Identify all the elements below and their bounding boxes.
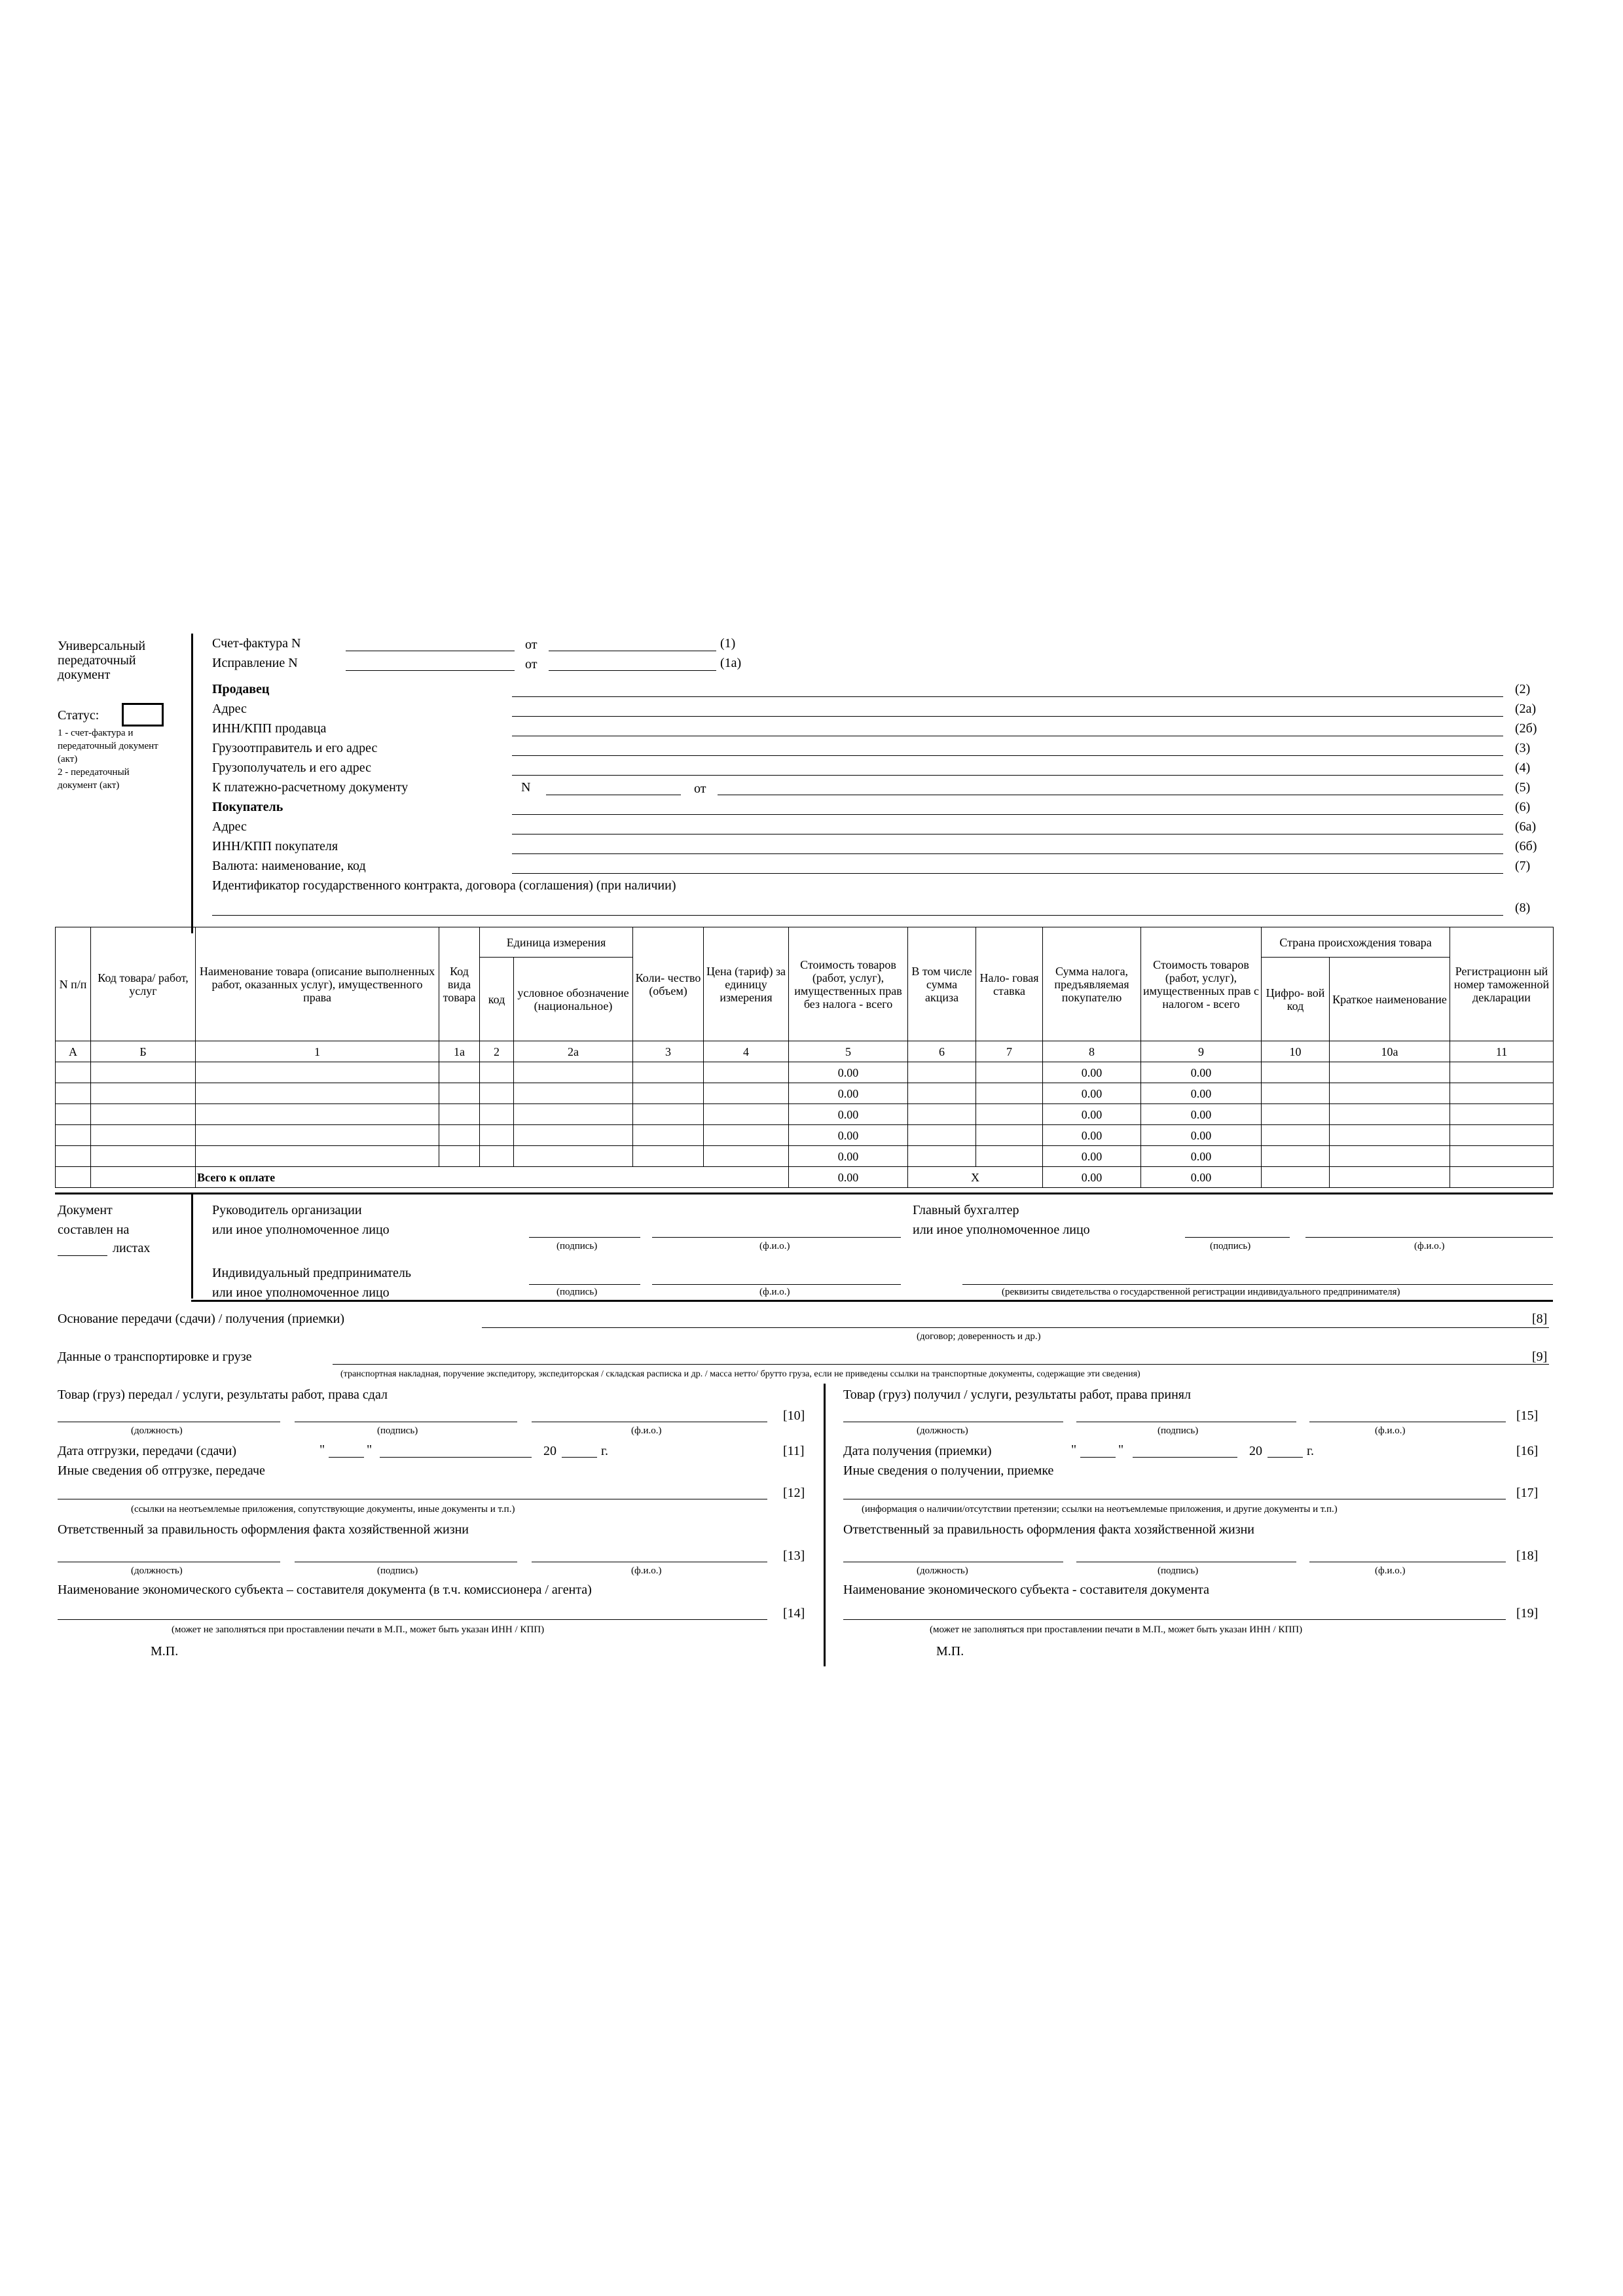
th-country-code: Цифро- вой код — [1262, 958, 1330, 1041]
recv-day-field[interactable] — [1080, 1457, 1116, 1458]
code-12: [12] — [783, 1486, 805, 1500]
code-7: (7) — [1515, 859, 1531, 873]
buyer-field[interactable] — [512, 814, 1503, 815]
th-price: Цена (тариф) за единицу измерения — [704, 927, 789, 1041]
correction-date-field[interactable] — [549, 670, 716, 671]
recv-date-quote-close: " — [1118, 1443, 1124, 1457]
code-18: [18] — [1516, 1549, 1539, 1563]
buyer-resp-position-caption: (должность) — [917, 1566, 968, 1576]
contract-id-field[interactable] — [212, 915, 1503, 916]
recv-date-quote-open: " — [1071, 1443, 1077, 1457]
column-numbers-row: А Б 1 1а 2 2а 3 4 5 6 7 8 9 10 10а 11 — [56, 1041, 1554, 1062]
seller-name-caption: (ф.и.о.) — [631, 1426, 662, 1436]
code-6b: (6б) — [1515, 839, 1537, 853]
buyer-address-label: Адрес — [212, 819, 247, 834]
seller-other-label: Иные сведения об отгрузке, передаче — [58, 1463, 265, 1478]
head-name-field[interactable] — [652, 1237, 901, 1238]
seller-resp-name-caption: (ф.и.о.) — [631, 1566, 662, 1576]
cell-cost-no-tax: 0.00 — [789, 1125, 908, 1146]
accountant-sign-caption: (подпись) — [1210, 1241, 1251, 1251]
seller-entity-caption: (может не заполняться при проставлении печати в М.П., может быть указан ИНН / КПП) — [172, 1624, 545, 1635]
code-2a: (2а) — [1515, 702, 1537, 716]
buyer-name-caption: (ф.и.о.) — [1375, 1426, 1406, 1436]
sheets-count-field[interactable] — [58, 1255, 107, 1256]
entrepreneur-label: Индивидуальный предприниматель или иное уполномоченное лицо — [212, 1266, 411, 1300]
th-tax-rate: Нало- говая ставка — [976, 927, 1043, 1041]
buyer-label: Покупатель — [212, 800, 283, 814]
seller-entity-field[interactable] — [58, 1619, 767, 1620]
cell-cost-no-tax: 0.00 — [789, 1104, 908, 1125]
signature-divider — [191, 1193, 193, 1299]
code-10: [10] — [783, 1408, 805, 1423]
seller-stamp: М.П. — [151, 1644, 179, 1659]
correction-from: от — [525, 657, 538, 672]
status-notes: 1 - счет-фактура и передаточный документ (акт) 2 - передаточный документ (акт) — [58, 728, 158, 791]
total-tax-sum: 0.00 — [1043, 1167, 1141, 1188]
contract-id-label: Идентификатор государственного контракта, договора (соглашения) (при наличии) — [212, 878, 676, 893]
goods-table — [55, 927, 1554, 1188]
transport-code: [9] — [1532, 1350, 1548, 1364]
accountant-sign-field[interactable] — [1185, 1237, 1290, 1238]
accountant-label: Главный бухгалтер или иное уполномоченное лицо — [913, 1203, 1090, 1237]
th-unit: Единица измерения — [480, 927, 633, 958]
transport-caption: (транспортная накладная, поручение экспедитору, экспедиторская / складская расписка и др. / масса нетто/ брутто груза, если не приведены ссылки на транспортные документы, содержащие эти сведения) — [340, 1369, 1140, 1379]
cell-cost-no-tax: 0.00 — [789, 1146, 908, 1167]
total-row — [56, 1167, 1554, 1188]
document-title: Универсальный передаточный документ — [58, 639, 146, 682]
basis-code: [8] — [1532, 1312, 1548, 1326]
head-label: Руководитель организации или иное уполномоченное лицо — [212, 1203, 390, 1237]
entrepreneur-reg-caption: (реквизиты свидетельства о государственной регистрации индивидуального предпринимателя) — [1002, 1287, 1400, 1297]
basis-label: Основание передачи (сдачи) / получения (приемки) — [58, 1312, 344, 1326]
buyer-entity-label: Наименование экономического субъекта - составителя документа — [843, 1583, 1210, 1597]
recv-year-suffix: г. — [1307, 1444, 1314, 1458]
seller-address-label: Адрес — [212, 702, 247, 716]
total-cost-no-tax: 0.00 — [789, 1167, 908, 1188]
signature-bottom-border — [191, 1300, 1553, 1302]
ship-year-field[interactable] — [562, 1457, 597, 1458]
correction-number-field[interactable] — [346, 670, 515, 671]
total-label: Всего к оплате — [196, 1167, 789, 1188]
recv-year-field[interactable] — [1267, 1457, 1303, 1458]
code-16: [16] — [1516, 1444, 1539, 1458]
payment-doc-from: от — [694, 781, 706, 796]
payment-doc-n: N — [521, 780, 531, 795]
recv-date-label: Дата получения (приемки) — [843, 1444, 992, 1458]
doc-composed-sheets: листах — [113, 1241, 151, 1255]
buyer-sign-caption: (подпись) — [1158, 1426, 1199, 1436]
code-1a: (1а) — [720, 656, 742, 670]
table-row[interactable] — [56, 1125, 1554, 1146]
th-code: Код товара/ работ, услуг — [91, 927, 196, 1041]
cell-cost-no-tax: 0.00 — [789, 1062, 908, 1083]
currency-label: Валюта: наименование, код — [212, 859, 366, 873]
th-qty: Коли- чество (объем) — [633, 927, 704, 1041]
seller-label: Продавец — [212, 682, 270, 696]
seller-responsible-label: Ответственный за правильность оформления факта хозяйственной жизни — [58, 1522, 469, 1537]
cell-tax-sum: 0.00 — [1043, 1125, 1141, 1146]
head-sign-caption: (подпись) — [556, 1241, 598, 1251]
th-tax-sum: Сумма налога, предъявляемая покупателю — [1043, 927, 1141, 1041]
buyer-resp-sign-caption: (подпись) — [1158, 1566, 1199, 1576]
transport-label: Данные о транспортировке и грузе — [58, 1350, 252, 1364]
header-divider — [191, 634, 193, 933]
entrepreneur-name-field[interactable] — [652, 1284, 901, 1285]
transport-field[interactable] — [333, 1364, 1549, 1365]
consignee-label: Грузополучатель и его адрес — [212, 761, 371, 775]
buyer-entity-field[interactable] — [843, 1619, 1506, 1620]
recv-year-prefix: 20 — [1249, 1444, 1262, 1458]
head-name-caption: (ф.и.о.) — [759, 1241, 790, 1251]
seller-position-caption: (должность) — [131, 1426, 183, 1436]
currency-field[interactable] — [512, 873, 1503, 874]
code-3: (3) — [1515, 741, 1531, 755]
buyer-resp-name-caption: (ф.и.о.) — [1375, 1566, 1406, 1576]
code-2b: (2б) — [1515, 721, 1537, 736]
buyer-entity-caption: (может не заполняться при проставлении печати в М.П., может быть указан ИНН / КПП) — [930, 1624, 1303, 1635]
cell-tax-sum: 0.00 — [1043, 1083, 1141, 1104]
ship-month-field[interactable] — [380, 1457, 532, 1458]
cell-tax-sum: 0.00 — [1043, 1104, 1141, 1125]
table-row[interactable] — [56, 1062, 1554, 1083]
cell-cost-with-tax: 0.00 — [1141, 1125, 1262, 1146]
th-unit-name: условное обозначение (национальное) — [514, 958, 633, 1041]
buyer-other-label: Иные сведения о получении, приемке — [843, 1463, 1054, 1478]
entrepreneur-reg-field[interactable] — [962, 1284, 1553, 1285]
buyer-position-caption: (должность) — [917, 1426, 968, 1436]
recv-month-field[interactable] — [1133, 1457, 1237, 1458]
buyer-other-caption: (информация о наличии/отсутствии претензии; ссылки на неотъемлемые приложения, и другие документы и т.п.) — [862, 1504, 1338, 1515]
total-cost-with-tax: 0.00 — [1141, 1167, 1262, 1188]
table-bottom-border — [55, 1193, 1553, 1194]
seller-handed-label: Товар (груз) передал / услуги, результаты работ, права сдал — [58, 1388, 388, 1402]
th-country-name: Краткое наименование — [1330, 958, 1450, 1041]
accountant-name-field[interactable] — [1305, 1237, 1553, 1238]
th-name: Наименование товара (описание выполненных работ, оказанных услуг), имущественного права — [196, 927, 439, 1041]
consignee-field[interactable] — [512, 775, 1503, 776]
cell-cost-no-tax: 0.00 — [789, 1083, 908, 1104]
ship-year-suffix: г. — [601, 1444, 608, 1458]
seller-other-caption: (ссылки на неотъемлемые приложения, сопутствующие документы, иные документы и т.п.) — [131, 1504, 515, 1515]
basis-field[interactable] — [482, 1327, 1549, 1328]
code-17: [17] — [1516, 1486, 1539, 1500]
code-14: [14] — [783, 1606, 805, 1621]
seller-field[interactable] — [512, 696, 1503, 697]
ship-date-quote-open: " — [319, 1443, 325, 1457]
seller-address-field[interactable] — [512, 716, 1503, 717]
ship-date-quote-close: " — [367, 1443, 373, 1457]
th-country: Страна происхождения товара — [1262, 927, 1450, 958]
th-cost-no-tax: Стоимость товаров (работ, услуг), имущественных прав без налога - всего — [789, 927, 908, 1041]
th-excise: В том числе сумма акциза — [908, 927, 976, 1041]
code-5: (5) — [1515, 780, 1531, 795]
code-6a: (6а) — [1515, 819, 1537, 834]
code-1: (1) — [720, 636, 736, 651]
status-label: Статус: — [58, 708, 100, 723]
cell-cost-with-tax: 0.00 — [1141, 1062, 1262, 1083]
total-excise: X — [908, 1167, 1043, 1188]
correction-label: Исправление N — [212, 656, 298, 670]
code-15: [15] — [1516, 1408, 1539, 1423]
ship-day-field[interactable] — [329, 1457, 364, 1458]
th-unit-code: код — [480, 958, 514, 1041]
th-n: N п/п — [56, 927, 91, 1041]
th-customs: Регистрационн ый номер таможенной декларации — [1450, 927, 1554, 1041]
table-row[interactable] — [56, 1146, 1554, 1167]
table-row[interactable] — [56, 1083, 1554, 1104]
shipper-field[interactable] — [512, 755, 1503, 756]
cell-cost-with-tax: 0.00 — [1141, 1146, 1262, 1167]
seller-inn-label: ИНН/КПП продавца — [212, 721, 327, 736]
entrepreneur-sign-field[interactable] — [529, 1284, 640, 1285]
doc-composed: Документ составлен на — [58, 1203, 130, 1237]
basis-caption: (договор; доверенность и др.) — [917, 1331, 1041, 1342]
th-cost-with-tax: Стоимость товаров (работ, услуг), имущественных прав с налогом - всего — [1141, 927, 1262, 1041]
code-4: (4) — [1515, 761, 1531, 775]
head-sign-field[interactable] — [529, 1237, 640, 1238]
payment-doc-label: К платежно-расчетному документу — [212, 780, 409, 795]
entrepreneur-sign-caption: (подпись) — [556, 1287, 598, 1297]
buyer-received-label: Товар (груз) получил / услуги, результаты работ, права принял — [843, 1388, 1191, 1402]
status-box[interactable] — [122, 703, 164, 726]
table-row[interactable] — [56, 1104, 1554, 1125]
buyer-stamp: М.П. — [936, 1644, 964, 1659]
buyer-inn-field[interactable] — [512, 853, 1503, 854]
cell-tax-sum: 0.00 — [1043, 1062, 1141, 1083]
buyer-responsible-label: Ответственный за правильность оформления факта хозяйственной жизни — [843, 1522, 1255, 1537]
shipper-label: Грузоотправитель и его адрес — [212, 741, 378, 755]
cell-tax-sum: 0.00 — [1043, 1146, 1141, 1167]
sides-divider — [824, 1384, 826, 1666]
seller-sign-caption: (подпись) — [377, 1426, 418, 1436]
seller-resp-position-caption: (должность) — [131, 1566, 183, 1576]
ship-year-prefix: 20 — [543, 1444, 556, 1458]
code-2: (2) — [1515, 682, 1531, 696]
code-19: [19] — [1516, 1606, 1539, 1621]
seller-entity-label: Наименование экономического субъекта – составителя документа (в т.ч. комиссионера / агента) — [58, 1583, 592, 1597]
cell-cost-with-tax: 0.00 — [1141, 1083, 1262, 1104]
code-6: (6) — [1515, 800, 1531, 814]
th-kind-code: Код вида товара — [439, 927, 480, 1041]
code-11: [11] — [783, 1444, 805, 1458]
ship-date-label: Дата отгрузки, передачи (сдачи) — [58, 1444, 237, 1458]
accountant-name-caption: (ф.и.о.) — [1414, 1241, 1445, 1251]
buyer-inn-label: ИНН/КПП покупателя — [212, 839, 338, 853]
seller-resp-sign-caption: (подпись) — [377, 1566, 418, 1576]
code-13: [13] — [783, 1549, 805, 1563]
invoice-label: Счет-фактура N — [212, 636, 301, 651]
code-8: (8) — [1515, 901, 1531, 915]
invoice-from: от — [525, 637, 538, 652]
cell-cost-with-tax: 0.00 — [1141, 1104, 1262, 1125]
entrepreneur-name-caption: (ф.и.о.) — [759, 1287, 790, 1297]
